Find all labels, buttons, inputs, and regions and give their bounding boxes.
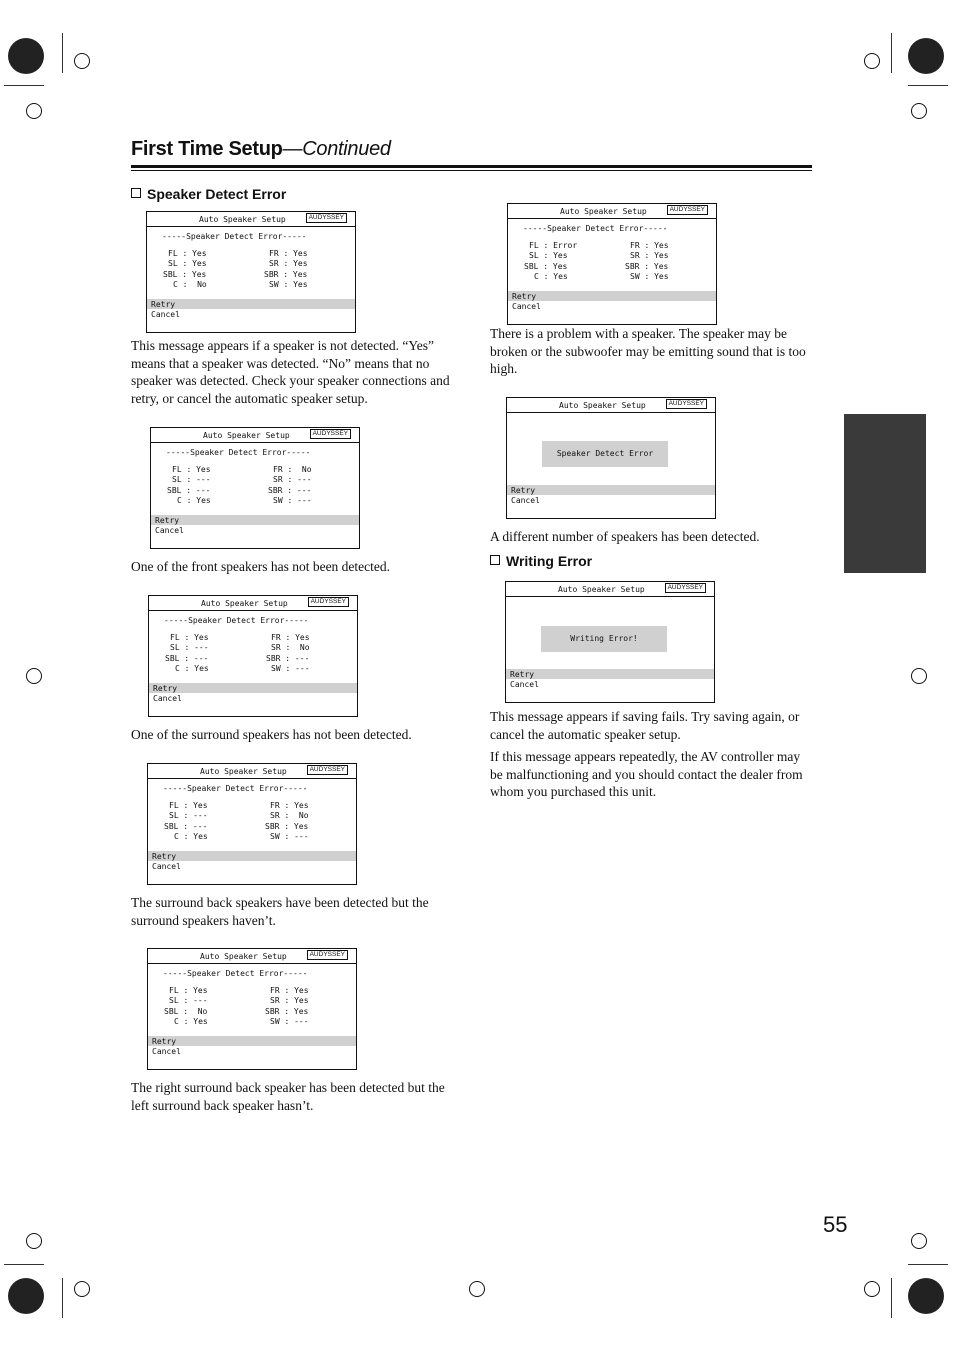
osd-row: FR : Yes — [270, 986, 309, 995]
retry-option: Retry — [512, 292, 537, 301]
crosshair-icon — [26, 668, 42, 684]
osd-row: SBL : --- — [165, 654, 209, 663]
osd-row: SBR : Yes — [625, 262, 669, 271]
retry-highlight — [147, 299, 355, 309]
osd-error-header: -----Speaker Detect Error----- — [523, 224, 668, 233]
osd-error-header: -----Speaker Detect Error----- — [163, 969, 308, 978]
paragraph: If this message appears repeatedly, the AV controller may be malfunctioning and you should contact the dealer from whom you purchased this unit. — [490, 749, 803, 799]
crosshair-icon — [26, 103, 42, 119]
crop-line — [4, 85, 44, 86]
crop-line — [891, 1278, 892, 1318]
osd-row: SL : --- — [169, 996, 208, 1005]
osd-row: SBL : No — [164, 1007, 208, 1016]
osd-row: SL : --- — [169, 811, 208, 820]
audyssey-badge: AUDYSSEY — [667, 205, 708, 215]
osd-row: SW : Yes — [269, 280, 308, 289]
retry-option: Retry — [511, 486, 536, 495]
osd-row: SR : No — [270, 811, 309, 820]
paragraph: This message appears if a speaker is not detected. “Yes” means that a speaker was detected. “No” means that no speaker was detected. Check your speaker connections and retry, or cancel the automatic speaker setup. — [131, 338, 450, 406]
osd-row: SR : --- — [273, 475, 312, 484]
osd-screen-detect-error — [506, 397, 716, 519]
paragraph: A different number of speakers has been detected. — [490, 529, 760, 544]
crop-line — [908, 85, 948, 86]
osd-row: SL : Yes — [168, 259, 207, 268]
osd-row: SBL : --- — [164, 822, 208, 831]
osd-row: FL : Yes — [169, 801, 208, 810]
retry-option: Retry — [153, 684, 178, 693]
osd-message-box: Writing Error! — [541, 626, 667, 652]
osd-header: Auto Speaker Setup AUDYSSEY — [506, 582, 714, 597]
osd-row: C : Yes — [174, 1017, 208, 1026]
cancel-option: Cancel — [153, 694, 182, 703]
osd-row: FR : Yes — [270, 801, 309, 810]
osd-header: Auto Speaker Setup AUDYSSEY — [151, 428, 359, 443]
osd-error-header: -----Speaker Detect Error----- — [164, 616, 309, 625]
osd-screen-6 — [507, 203, 717, 325]
crosshair-icon — [74, 53, 90, 69]
osd-screen-4 — [147, 763, 357, 885]
osd-row: FL : Error — [529, 241, 578, 250]
retry-highlight — [149, 683, 357, 693]
osd-screen-2 — [150, 427, 360, 549]
osd-row: SBL : --- — [167, 486, 211, 495]
osd-row: FR : Yes — [630, 241, 669, 250]
retry-option: Retry — [152, 852, 177, 861]
osd-row: C : Yes — [534, 272, 568, 281]
osd-error-header: -----Speaker Detect Error----- — [163, 784, 308, 793]
crop-line — [62, 1278, 63, 1318]
osd-header: Auto Speaker Setup AUDYSSEY — [507, 398, 715, 413]
cancel-option: Cancel — [151, 310, 180, 319]
osd-row: SL : --- — [170, 643, 209, 652]
osd-row: SR : No — [271, 643, 310, 652]
crop-line — [891, 33, 892, 73]
osd-row: SW : Yes — [630, 272, 669, 281]
cancel-option: Cancel — [152, 1047, 181, 1056]
crosshair-icon — [911, 103, 927, 119]
osd-header: Auto Speaker Setup AUDYSSEY — [147, 212, 355, 227]
osd-row: SBL : Yes — [163, 270, 207, 279]
osd-error-header: -----Speaker Detect Error----- — [162, 232, 307, 241]
audyssey-badge: AUDYSSEY — [665, 583, 706, 593]
osd-row: SW : --- — [270, 1017, 309, 1026]
osd-row: C : Yes — [174, 832, 208, 841]
osd-row: FR : Yes — [271, 633, 310, 642]
retry-option: Retry — [510, 670, 535, 679]
osd-row: SR : Yes — [269, 259, 308, 268]
osd-row: SBL : Yes — [524, 262, 568, 271]
osd-header: Auto Speaker Setup AUDYSSEY — [508, 204, 716, 219]
osd-header: Auto Speaker Setup AUDYSSEY — [148, 949, 356, 964]
crosshair-icon — [864, 1281, 880, 1297]
osd-row: SBR : --- — [266, 654, 310, 663]
osd-row: FL : Yes — [172, 465, 211, 474]
crop-circle-icon — [8, 1278, 44, 1314]
osd-row: SW : --- — [270, 832, 309, 841]
osd-row: SL : Yes — [529, 251, 568, 260]
retry-highlight — [151, 515, 359, 525]
osd-screen-writing-error — [505, 581, 715, 703]
header-rule-thin — [131, 170, 812, 171]
page-number: 55 — [823, 1212, 848, 1237]
osd-row: SBR : --- — [268, 486, 312, 495]
osd-row: FR : No — [273, 465, 312, 474]
crosshair-icon — [469, 1281, 485, 1297]
osd-row: SBR : Yes — [265, 1007, 309, 1016]
retry-option: Retry — [151, 300, 176, 309]
osd-row: C : Yes — [175, 664, 209, 673]
audyssey-badge: AUDYSSEY — [306, 213, 347, 223]
section-heading-speaker-detect: Speaker Detect Error — [131, 186, 286, 202]
audyssey-badge: AUDYSSEY — [308, 597, 349, 607]
crop-circle-icon — [908, 1278, 944, 1314]
osd-row: SW : --- — [271, 664, 310, 673]
paragraph: The surround back speakers have been detected but the surround speakers haven’t. — [131, 895, 429, 928]
checkbox-bullet-icon — [490, 555, 500, 565]
crop-circle-icon — [8, 38, 44, 74]
osd-row: FL : Yes — [168, 249, 207, 258]
cancel-option: Cancel — [510, 680, 539, 689]
header-rule — [131, 165, 812, 168]
audyssey-badge: AUDYSSEY — [307, 765, 348, 775]
cancel-option: Cancel — [511, 496, 540, 505]
page-title — [131, 138, 391, 161]
retry-highlight — [507, 485, 715, 495]
osd-row: SW : --- — [273, 496, 312, 505]
retry-option: Retry — [152, 1037, 177, 1046]
title-continued: —Continued — [282, 138, 391, 160]
osd-row: C : No — [173, 280, 207, 289]
crop-line — [4, 1264, 44, 1265]
audyssey-badge: AUDYSSEY — [666, 399, 707, 409]
crosshair-icon — [911, 668, 927, 684]
crosshair-icon — [74, 1281, 90, 1297]
osd-row: FL : Yes — [170, 633, 209, 642]
paragraph: One of the front speakers has not been detected. — [131, 559, 391, 574]
osd-row: SBR : Yes — [264, 270, 308, 279]
crosshair-icon — [864, 53, 880, 69]
audyssey-badge: AUDYSSEY — [307, 950, 348, 960]
osd-row: FR : Yes — [269, 249, 308, 258]
crosshair-icon — [26, 1233, 42, 1249]
osd-screen-3 — [148, 595, 358, 717]
osd-row: SBR : Yes — [265, 822, 309, 831]
osd-row: FL : Yes — [169, 986, 208, 995]
cancel-option: Cancel — [512, 302, 541, 311]
osd-screen-5 — [147, 948, 357, 1070]
crop-line — [908, 1264, 948, 1265]
retry-option: Retry — [155, 516, 180, 525]
section-tab — [844, 414, 926, 573]
retry-highlight — [148, 1036, 356, 1046]
crop-line — [62, 33, 63, 73]
section-heading-writing-error: Writing Error — [490, 553, 592, 569]
cancel-option: Cancel — [152, 862, 181, 871]
cancel-option: Cancel — [155, 526, 184, 535]
paragraph: There is a problem with a speaker. The speaker may be broken or the subwoofer may be emitting sound that is too high. — [490, 326, 806, 376]
osd-screen-1 — [146, 211, 356, 333]
paragraph: This message appears if saving fails. Try saving again, or cancel the automatic speaker setup. — [490, 709, 800, 742]
osd-row: C : Yes — [177, 496, 211, 505]
osd-row: SL : --- — [172, 475, 211, 484]
retry-highlight — [506, 669, 714, 679]
crop-circle-icon — [908, 38, 944, 74]
audyssey-badge: AUDYSSEY — [310, 429, 351, 439]
paragraph: One of the surround speakers has not been detected. — [131, 727, 412, 742]
osd-header: Auto Speaker Setup AUDYSSEY — [148, 764, 356, 779]
paragraph: The right surround back speaker has been detected but the left surround back speaker hasn’t. — [131, 1080, 445, 1113]
osd-message-box: Speaker Detect Error — [542, 441, 668, 467]
checkbox-bullet-icon — [131, 188, 141, 198]
osd-row: SR : Yes — [270, 996, 309, 1005]
osd-error-header: -----Speaker Detect Error----- — [166, 448, 311, 457]
osd-row: SR : Yes — [630, 251, 669, 260]
title-main: First Time Setup — [131, 138, 283, 160]
osd-header: Auto Speaker Setup AUDYSSEY — [149, 596, 357, 611]
retry-highlight — [508, 291, 716, 301]
retry-highlight — [148, 851, 356, 861]
crosshair-icon — [911, 1233, 927, 1249]
